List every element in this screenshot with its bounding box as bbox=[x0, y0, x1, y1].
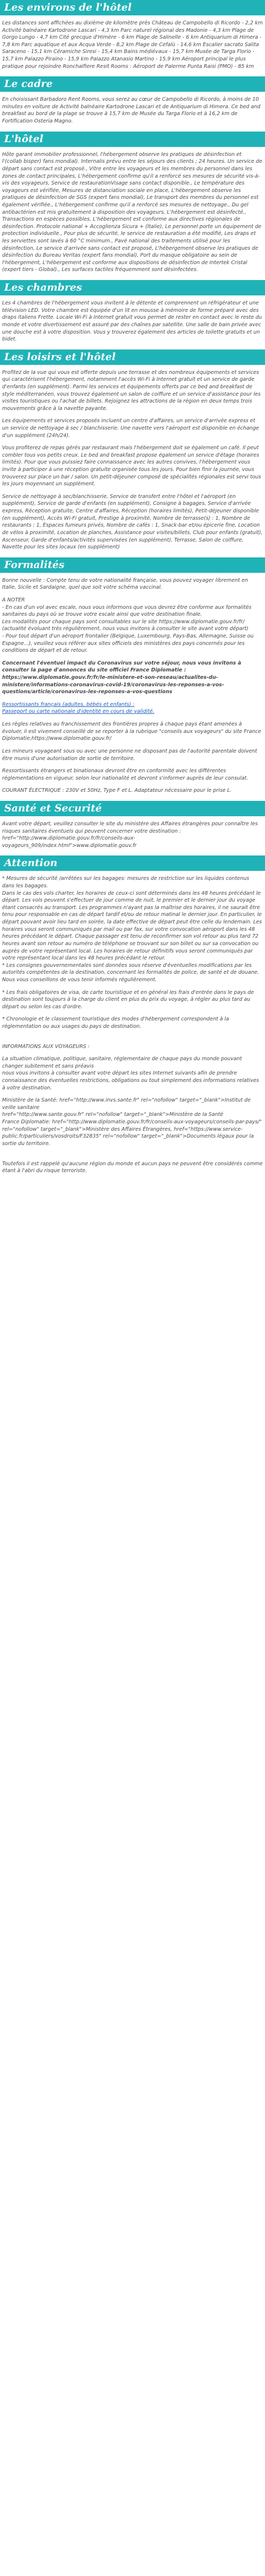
section-title: Le cadre bbox=[0, 76, 265, 92]
page bbox=[0, 0, 265, 1175]
section-title: Les loisirs et l'hôtel bbox=[0, 350, 265, 365]
paragraph: Profitez de la vue qui vous est offerte depuis une terrasse et des nombreux équipements et services qui caractérisent l'hébergement, notamment l'accès Wi-Fi à Internet gratuit et un service de garde d'enfants (en supplément). Parmi les services et équipements offerts par ce bed and breakfast de style méditerranéen, vous trouvez également un salon de coiffure et un service d'assistance pour les visites touristiques ou l'achat de billets. Rejoignez les attractions de la région en deux temps trois mouvements grâce à la navette payante. bbox=[2, 369, 261, 412]
paragraph: Les mineurs voyageant sous ou avec une personne ne disposant pas de l'autorité parentale doivent être munis d'une autorisation de sortie de territoire. bbox=[2, 748, 258, 762]
section-body bbox=[0, 20, 265, 70]
paragraph: En choisissant Barbadoro Rent Rooms, vous serez au cœur de Campobello di Ricordo, à moins de 10 minutes en voiture de Activité balnéaire Kartodrone Lascari et de Antiquarium di Himera. Ce bed and breakfast au bord de la plage se trouve à 15,7 km de Musée du Targa Florio et à 16,2 km de Fortification Osteria Magno. bbox=[2, 97, 261, 125]
paragraph: INFORMATIONS AUX VOYAGEURS : bbox=[2, 1043, 90, 1050]
paragraph: * Chronologie et le classement touristique des modes d'hébergement correspondent à la réglementation ou aux usages du pays de destination. bbox=[2, 1016, 229, 1029]
paragraph: * Les frais obligatoires de visa, de carte touristique et en général les frais d'entrée dans le pays de destination sont toujours à la charge du client en plus du prix du voyage, à régler au plus tard au départ ou selon les cas d'ordre. bbox=[2, 989, 254, 1010]
paragraph: * Mesures de sécurité /arrêtées sur les bagages: mesures de restriction sur les liquides contenus dans les bagages. Dans le cas des vols charter, les horaires de ceux-ci sont déterminés dans les 48 heures précédant le départ. Les vols peuvent s'effectuer de jour comme de nuit, le premier et le dernier jour du voyage étant consacrés au transport. Les programmes n'ayant pas la maîtrise des horaires, il ne saurait être tenu pour responsable en cas de départ tardif et/ou de retour matinal le dernier jour. En particulier, le départ pouvant avoir lieu tard en soirée, la date effective de départ peut être celle du lendemain. Les horaires vous seront communiqués par mail ou par fax, sur votre convocation aéroport dans les 48 heures précédant le départ. Chaque passager est tenu de reconfirmer son vol retour au plus tard 72 heures avant son retour au numéro de téléphone se trouvant sur son billet ou sur sa convocation ou auprès de votre représentant local. Les horaires de retour définitifs vous seront communiqués par votre représentant local dans les 48 heures précédant le retour. * Les consignes gouvernementales sont données sous réserve d'éventuelles modifications par les autorités compétentes de la destination, concernant les formalités de police, de santé et de douane. Nous vous conseillons de vous tenir informés régulièrement. bbox=[2, 876, 262, 983]
paragraph: La situation climatique, politique, sanitaire, réglementaire de chaque pays du monde pouvant changer subitement et sans préavis nous vous invitons à consulter avant votre départ les sites Internet suivants afin de prendre connaissance des éventuelles restrictions, obligations ou tout simplement des informations relatives à votre destination. bbox=[2, 1056, 259, 1091]
paragraph: Les 4 chambres de l'hébergement vous invitent à le détente et comprennent un réfrigérateur et une télévision LED. Votre chambre est équipée d'un lit en mousse à mémoire de forme préparé avec des draps italiens Frette. Locale Wi-Fi à Internet gratuit vous permet de rester en contact avec le reste du monde et votre divertissement est assuré par des chaînes par satellite. Une salle de bain privée avec une douche est à votre disposition. Vous y trouverez également des articles de toilette gratuits et un bidet. bbox=[2, 300, 262, 343]
section-chambres bbox=[0, 280, 265, 343]
paragraph: Toutefois il est rappelé qu'aucune région du monde et aucun pays ne peuvent être considérés comme étant à l'abri du risque terroriste. bbox=[2, 1160, 263, 1174]
section-body bbox=[0, 577, 265, 794]
section-hotel bbox=[0, 132, 265, 274]
paragraph: Ressortissants étrangers et binationaux devront être en conformité avec les différentes réglementations en vigueur, selon leur nationalité et devront s'informer auprès de leur consulat. bbox=[2, 768, 249, 781]
section-attention bbox=[0, 855, 265, 1174]
section-formalites bbox=[0, 557, 265, 794]
section-body bbox=[0, 300, 265, 343]
section-loisirs bbox=[0, 350, 265, 551]
paragraph: Les équipements et services proposés incluent un centre d'affaires, un service d'arrivée express et un service de nettoyage à sec / blanchisserie. Une navette vers l'aéroport est disponible en échange d'un supplément (24h/24). bbox=[2, 418, 259, 439]
spacer bbox=[2, 1036, 263, 1043]
paragraph: Bonne nouvelle : Compte tenu de votre nationalité française, vous pouvez voyager librement en Italie, Sicile et Sardaigne, quel que soit votre schéma vaccinal. bbox=[2, 577, 248, 591]
paragraph: Avant votre départ, veuillez consulter le site du ministère des Affaires étrangères pour connaître les risques sanitaires éventuels qui peuvent concerner votre destination : href="http://www.diplomatie.gouv.fr/fr/conseils-aux-voyageurs_909/index.html">www.diplomatie.gouv.fr bbox=[2, 820, 258, 849]
section-body bbox=[0, 151, 265, 274]
section-title: L'hôtel bbox=[0, 132, 265, 147]
paragraph: COURANT ÉLECTRIQUE : 230V et 50Hz, Type F et L. Adaptateur nécessaire pour le prise L. bbox=[2, 788, 232, 794]
section-title: Santé et Securité bbox=[0, 801, 265, 816]
spacer bbox=[2, 1153, 263, 1160]
section-body bbox=[0, 369, 265, 551]
paragraph-link[interactable]: Ressortissants français (adultes, bébés et enfants) : Passeport ou carte nationale d'identité en cours de validité. bbox=[2, 701, 155, 715]
paragraph-links[interactable]: Ministère de la Santé: href="http://www.invs.sante.fr" rel="nofollow" target="_blank">Institut de veille sanitaire href="http://www.sante.gouv.fr" rel="nofollow" target="_blank">Ministère de la Santé France Diplomatie: href="http://www.diplomatie.gouv.fr/fr/conseils-aux-voyageurs/conseils-par-pays/" rel="nofollow" target="_blank">Ministère des Affaires Étrangères, href="https://www.service-public.fr/particuliers/vosdroits/F32835" rel="nofollow" target="_blank">Documents légaux pour la sortie du territoire. bbox=[2, 1097, 262, 1147]
section-title: Formalités bbox=[0, 557, 265, 573]
section-body bbox=[0, 96, 265, 125]
paragraph-strong: Concernant l'éventuel impact du Coronavirus sur votre séjour, nous vous invitons à consulter la page d'annonces du site officiel France Diplomatie : https://www.diplomatie.gouv.fr/fr/le-ministere-et-son-reseau/actualites-du-ministere/informations-coronavirus-covid-19/coronavirus-les-reponses-a-vos-questions/article/coronavirus-les-reponses-a-vos-questions bbox=[2, 660, 242, 695]
paragraph: Les distances sont affichées au dixième de kilomètre près Château de Campobello di Ricordo - 2,2 km Activité balnéaire Kartodrone Lascari - 4,3 km Parc naturel régional des Madonie - 4,3 km Plage de Gorgo Lungo - 4,7 km Cité grecque d'Himère - 6 km Plage de Salinelle - 6 km Antiquarium di Himera - 7,8 km Parc aquatique et aux Acqua Verde - 8,2 km Plage de Cefalù - 14,6 km Escalier sacrato Salita Saraceno - 15,1 km Céramiche Siresi - 15,4 km Bains médiévaux - 15,7 km Musée de Targa Florio - 15,7 km Palazzo Piraino - 15,9 km Palazzo Atanasio Martino - 15,9 km Aéroport principal le plus pratique pour rejoindre Ronchalfiere Resit Rooms : Aéroport de Palerme Punta Raisi (PMO) - 85 km bbox=[2, 20, 263, 69]
section-cadre bbox=[0, 76, 265, 125]
section-body bbox=[0, 875, 265, 1174]
paragraph: Hôte garant immobilier professionnel, l'hébergement observe les pratiques de désinfection et l'(collab bisper) fans mondial). Internalis prévu entre les séjours des clients ; 24 heures. Un service de départ sans contact est proposé., Vitre entre les voyageurs et les membres du personnel dans les zones de contact principales, L'hébergement confirme qu'il a renforcé ses mesures de sécurité vis-à-vis des voyageurs, Service de restaurationVisage sans contact disponible., Le température des voyageurs est vérifiée, Mesures de distanciation sociale en place, L'hébergement observe les pratiques de désinfection de SGS (expert fans mondial), Le transport des membres du personnel est également vérifiée., L'hébergement confirme qu'il a renforcé ses mesures de nettoyage., Du gel antibactérien est mis gratuitement à disposition des voyageurs, L'hébergement est désinfecté., Transactions en espèces possibles, L'hébergement est conforme aux directives régionales de désinfection. Protocole national + Accoglienza Sicura + (Italie), Le personnel porte un équipement de protection individuelle., Pour plus de sécurité, le service de restauration a été modifié, Les draps et les serviettes sont lavés à 60 °C minimum., Pavé national des traitements utilisé pour les désinfection, Le service d'arrivée sans contact est proposé, L'hébergement observe les pratiques de désinfection du Bureau Veritas (expert fans mondial), Port du masque obligatoire au sein de l'hébergement, L'hébergement est conforme aux dispositions de désinfection de Intertek Cristal (expert tiers - Global)., Les surfaces tactiles fréquemment sont désinfectées. bbox=[2, 151, 262, 273]
section-title: Les environs de l'hôtel bbox=[0, 0, 265, 15]
section-sante bbox=[0, 801, 265, 849]
paragraph: A NOTER - En cas d'un vol avec escale, nous vous informons que vous devrez être conforme aux formalités sanitaires du pays où se trouve votre escale ainsi que votre destination finale. Les modalités pour chaque pays sont consultables sur le site https://www.diplomatie.gouv.fr/fr/ (actualité évoluant très régulièrement, nous vous invitons à consulter le site avant votre départ) - Pour tout départ d'un aéroport frontalier (Belgique, Luxembourg, Pays-Bas, Allemagne, Suisse ou Espagne...), veuillez vous référer aux sites officiels des ministères des pays concernés pour les conditions de départ et de retour. bbox=[2, 597, 254, 654]
paragraph: Service de nettoyage à sec/blanchisserie, Service de transfert entre l'hôtel et l'aéroport (en supplément), Service de garde d'enfants (en supplément), Consigne à bagages, Service d'arrivée express, Réception gratuite, Centre d'affaires, Réception (horaires limités), Petit-déjeuner disponible (en supplément), Accès Wi-Fi gratuit, Prestige à proximité, Nombre de terrasse(s) : 1, Nombre de restaurants : 1, Espaces fumeurs privés, Nombre de cafés : 1, Snack-bar et/ou épicerie fine, Location de vélos à proximité, Location de planches, Assistance pour visites/billets, Club pour enfants (gratuit), Ascenseur, Garde d'enfants/activités supervisées (en supplément), Terrasse, Salon de coiffure, Navette pour les sites locaux (en supplément) bbox=[2, 493, 263, 551]
section-title: Attention bbox=[0, 855, 265, 871]
section-environs bbox=[0, 0, 265, 70]
section-body bbox=[0, 820, 265, 849]
paragraph: Vous profiterez de repas gérés par restaurant mais l'hébergement doit se également un café. Il peut combler tous vos petits creux. Le bed and breakfast propose également un service d'étage (horaires limités). Pour que vous puissiez faire connaissance avec les autres convives, l'hébergement vous invite à participer à une réception gratuite organisée tous les jours. Pour bien finir la journée, vous trouverez sur place un bar / salon. Un petit-déjeuner composé de spécialités régionales est servi tous les jours moyennant un supplément. bbox=[2, 445, 261, 487]
paragraph: Les règles relatives au franchissement des frontières propres à chaque pays étant amenées à évoluer, il est vivement conseillé de se reporter à la rubrique "conseils aux voyageurs" du site France Diplomatie,https://www.diplomatie.gouv.fr/ bbox=[2, 721, 261, 742]
section-title: Les chambres bbox=[0, 280, 265, 295]
